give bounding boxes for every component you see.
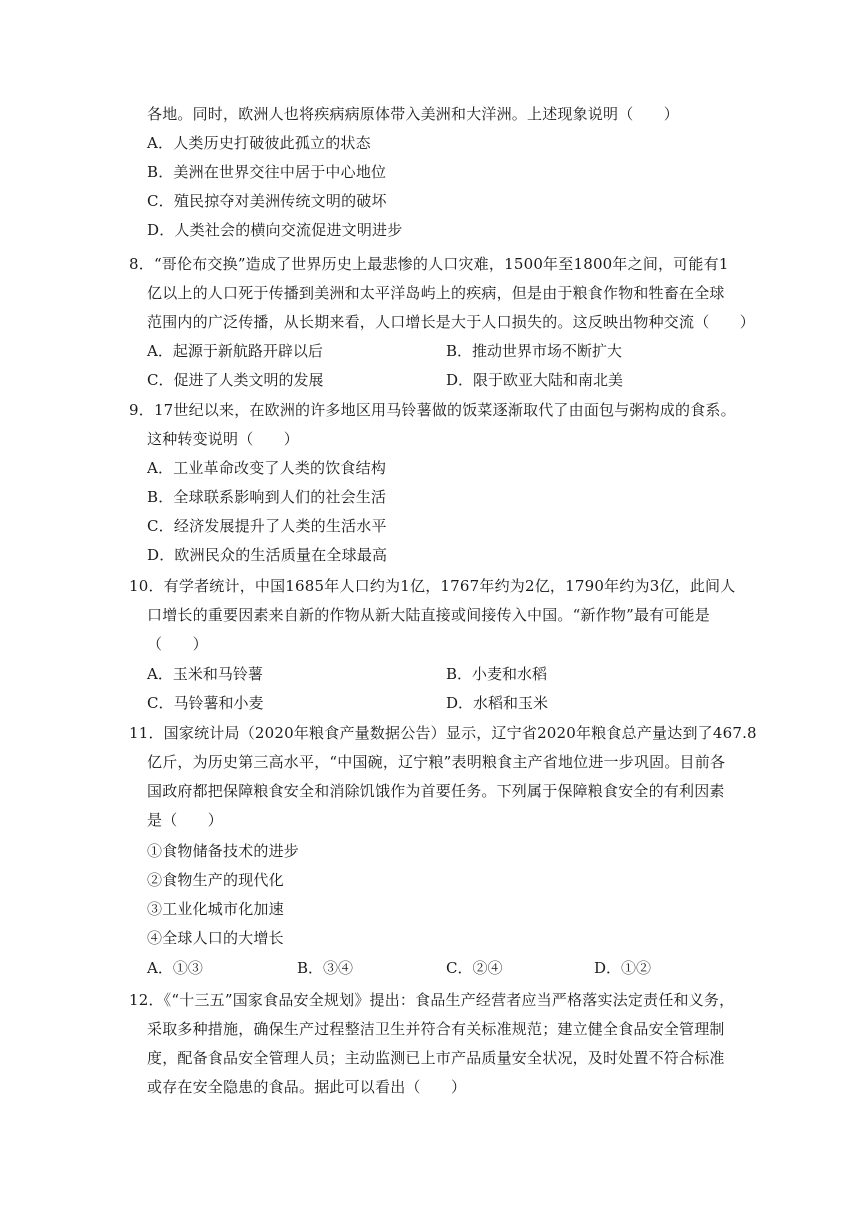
q9-option-d: D．欧洲民众的生活质量在全球最高 [147, 546, 388, 564]
q12-stem-line-1: 12．《“十三五”国家食品安全规划》提出：食品生产经营者应当严格落实法定责任和义务， [129, 991, 735, 1009]
q11-option-c: C．②④ [446, 959, 503, 977]
q7-stem-tail: 各地。同时，欧洲人也将疾病病原体带入美洲和大洋洲。上述现象说明（ ） [147, 105, 680, 123]
q12-stem-line-3: 度，配备食品安全管理人员；主动监测已上市产品质量安全状况，及时处置不符合标准 [147, 1049, 725, 1067]
q7-option-c: C．殖民掠夺对美洲传统文明的破坏 [147, 192, 387, 210]
q9-option-b: B．全球联系影响到人们的社会生活 [147, 488, 387, 506]
q11-item-3: ③工业化城市化加速 [147, 900, 284, 918]
q12-stem-line-4: 或存在安全隐患的食品。据此可以看出（ ） [147, 1078, 467, 1096]
q8-stem-line-3: 范围内的广泛传播，从长期来看，人口增长是大于人口损失的。这反映出物种交流（ ） [147, 313, 756, 331]
q11-stem-line-1: 11．国家统计局（2020年粮食产量数据公告）显示，辽宁省2020年粮食总产量达到了467.8 [129, 724, 757, 742]
q11-option-a: A．①③ [147, 959, 203, 977]
q9-stem-line-2: 这种转变说明（ ） [147, 430, 300, 448]
q8-stem-line-1: 8．“哥伦布交换”造成了世界历史上最悲惨的人口灾难，1500年至1800年之间，可能有1 [129, 255, 729, 273]
q9-stem-line-1: 9．17世纪以来，在欧洲的许多地区用马铃薯做的饭菜逐渐取代了由面包与粥构成的食系。 [129, 401, 736, 419]
q11-stem-line-2: 亿斤，为历史第三高水平，“中国碗，辽宁粮”表明粮食主产省地位进一步巩固。目前各 [147, 753, 726, 771]
q8-option-d: D．限于欧亚大陆和南北美 [446, 371, 624, 389]
q10-option-d: D．水稻和玉米 [446, 694, 549, 712]
q11-option-b: B．③④ [297, 959, 354, 977]
q10-option-c: C．马铃薯和小麦 [147, 694, 264, 712]
q8-option-c: C．促进了人类文明的发展 [147, 371, 324, 389]
q9-option-a: A．工业革命改变了人类的饮食结构 [147, 459, 387, 477]
q12-stem-line-2: 采取多种措施，确保生产过程整洁卫生并符合有关标准规范；建立健全食品安全管理制 [147, 1020, 725, 1038]
q8-option-a: A．起源于新航路开辟以后 [147, 342, 323, 360]
q7-option-a: A．人类历史打破彼此孤立的状态 [147, 134, 371, 152]
q11-stem-line-3: 国政府都把保障粮食安全和消除饥饿作为首要任务。下列属于保障粮食安全的有利因素 [147, 782, 725, 800]
q10-stem-line-1: 10．有学者统计，中国1685年人口约为1亿，1767年约为2亿，1790年约为3亿，此间人 [129, 577, 736, 595]
q8-stem-line-2: 亿以上的人口死于传播到美洲和太平洋岛屿上的疾病，但是由于粮食作物和牲畜在全球 [147, 284, 725, 302]
q8-option-b: B．推动世界市场不断扩大 [446, 342, 623, 360]
q11-option-d: D．①② [594, 959, 652, 977]
q10-stem-line-2: 口增长的重要因素来自新的作物从新大陆直接或间接传入中国。“新作物”最有可能是 [147, 606, 710, 624]
q11-item-2: ②食物生产的现代化 [147, 871, 284, 889]
q11-item-4: ④全球人口的大增长 [147, 929, 284, 947]
q10-option-a: A．玉米和马铃薯 [147, 665, 263, 683]
q11-stem-line-4: 是（ ） [147, 811, 224, 829]
q11-item-1: ①食物储备技术的进步 [147, 842, 300, 860]
q10-stem-line-3: （ ） [147, 635, 208, 653]
q7-option-b: B．美洲在世界交往中居于中心地位 [147, 163, 387, 181]
q9-option-c: C．经济发展提升了人类的生活水平 [147, 517, 387, 535]
q7-option-d: D．人类社会的横向交流促进文明进步 [147, 221, 403, 239]
q10-option-b: B．小麦和水稻 [446, 665, 548, 683]
